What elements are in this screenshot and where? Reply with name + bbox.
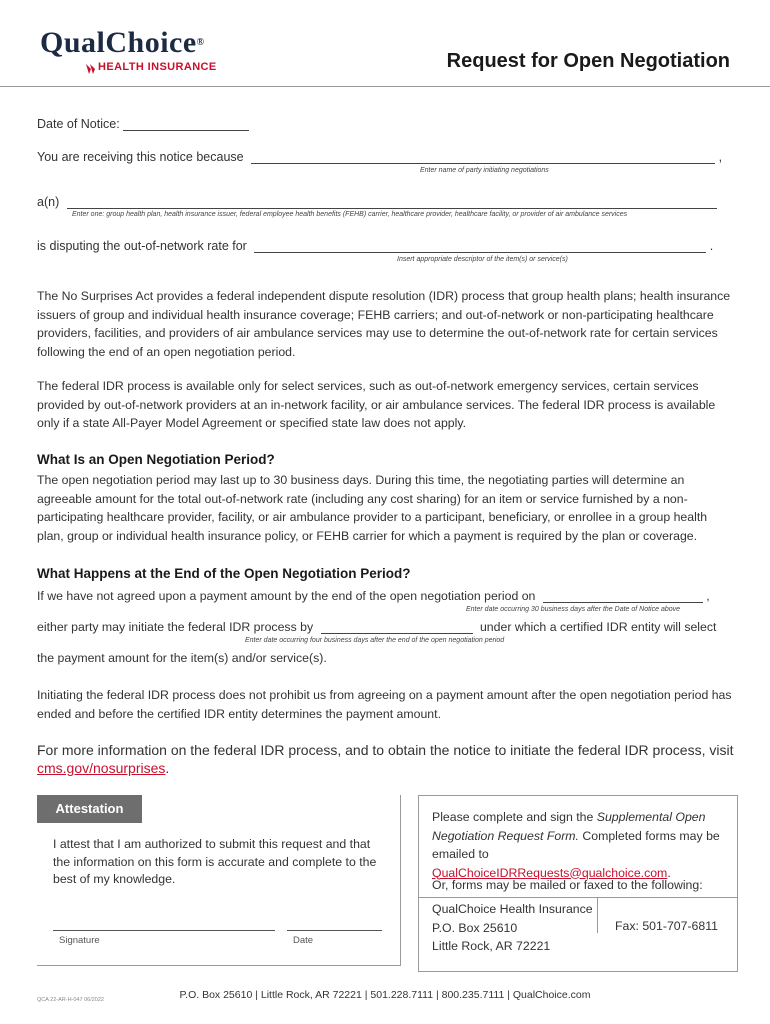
end-line-3: the payment amount for the item(s) and/or service(s).	[37, 651, 327, 665]
idr-requests-email-link[interactable]: QualChoiceIDRRequests@qualchoice.com	[432, 865, 668, 880]
logo-tagline: HEALTH INSURANCE	[98, 61, 217, 73]
attestation-date-label: Date	[293, 935, 314, 946]
negotiation-end-date-hint: Enter date occurring 30 business days after the Date of Notice above	[466, 606, 681, 613]
paragraph-idr-not-prohibit: Initiating the federal IDR process does not prohibit us from agreeing on a payment amount after the open negotiation period has ended and before the certified IDR entity determines the payment amount.	[37, 688, 732, 721]
submission-instructions	[432, 808, 727, 882]
footer-contact: P.O. Box 25610 | Little Rock, AR 72221 | 501.228.7111 | 800.235.7111 | QualChoice.com	[179, 989, 591, 1001]
fax-number: Fax: 501-707-6811	[615, 919, 718, 933]
form-code: QCA 22-AR-H-047 06/2022	[37, 997, 104, 1003]
end-line-2-text-a: either party may initiate the federal IDR process by	[37, 620, 314, 634]
disputing-period: .	[709, 239, 714, 253]
paragraph-idr-availability: The federal IDR process is available only for select services, such as out-of-network emergency services, certain services provided by out-of-network providers at an in-network facility, or air ambulance services. The federal IDR process is available only if a state All-Payer Model Agreement or specified state law does not apply.	[37, 379, 716, 430]
cms-nosurprises-link[interactable]: cms.gov/nosurprises	[37, 760, 166, 776]
disputing-label: is disputing the out-of-network rate for	[37, 239, 247, 253]
initiating-party-field[interactable]	[251, 150, 715, 164]
party-type-label: a(n)	[37, 195, 60, 209]
logo-name: QualChoice	[40, 26, 197, 59]
logo-trademark: ®	[196, 37, 205, 48]
supplemental-form-name: Supplemental Open Negotiation Request Form.	[432, 810, 706, 843]
disputing-row	[37, 239, 713, 253]
heading-open-negotiation-period: What Is an Open Negotiation Period?	[37, 452, 275, 467]
party-type-hint: Enter one: group health plan, health insurance issuer, federal employee health benefits (FEHB) carrier, healthcare provider, healthcare facility, or provider of air ambulance services	[72, 211, 628, 218]
attestation-tab: Attestation	[37, 795, 142, 823]
more-info-paragraph	[37, 741, 737, 777]
date-of-notice-label: Date of Notice:	[37, 117, 120, 131]
end-line-2	[37, 620, 716, 634]
box-divider	[418, 897, 738, 898]
submission-text-c: .	[667, 865, 671, 880]
attestation-date-field[interactable]	[287, 930, 382, 946]
qualchoice-logo	[40, 26, 230, 76]
party-type-row	[37, 195, 717, 209]
item-service-hint: Insert appropriate descriptor of the item(s) or service(s)	[397, 256, 568, 263]
end-line-1-comma: ,	[706, 589, 710, 603]
paragraph-no-surprises-act: The No Surprises Act provides a federal independent dispute resolution (IDR) process that group health plans; health insurance issuers of group and individual health insurance coverage; FEHB carriers; and out-of-network or non-participating healthcare providers, facilities, and providers of air ambulance services may use to determine the out-of-network rate for certain services following the end of an open negotiation period.	[37, 289, 731, 359]
submission-text-b: Completed forms may be emailed to	[432, 828, 720, 861]
address-line-1: QualChoice Health Insurance	[432, 902, 593, 916]
date-of-notice-row	[37, 117, 249, 131]
attestation-statement: I attest that I am authorized to submit this request and that the information on this form is accurate and complete to the best of my knowledge.	[53, 837, 377, 886]
page-title: Request for Open Negotiation	[446, 50, 730, 72]
item-service-field[interactable]	[254, 239, 706, 253]
end-line-1-text: If we have not agreed upon a payment amount by the end of the open negotiation period on	[37, 589, 536, 603]
end-line-1	[37, 589, 710, 603]
idr-initiation-date-hint: Enter date occurring four business days after the end of the open negotiation period	[245, 637, 505, 644]
box-vertical-divider	[597, 898, 598, 933]
end-line-2-text-b: under which a certified IDR entity will select	[479, 620, 717, 634]
heading-end-of-period: What Happens at the End of the Open Negotiation Period?	[37, 566, 411, 581]
mailing-address	[432, 900, 593, 956]
negotiation-end-date-field[interactable]	[543, 589, 703, 603]
date-of-notice-field[interactable]	[123, 117, 249, 131]
receiving-comma: ,	[718, 150, 723, 164]
initiating-party-hint: Enter name of party initiating negotiations	[420, 167, 549, 174]
paragraph-open-negotiation: The open negotiation period may last up to 30 business days. During this time, the negotiating parties will determine an agreeable amount for the total out-of-network rate (including any cost sharing) for an item or service furnished by a non-participating healthcare provider, facility, or air ambulance provider to a participant, beneficiary, or enrollee in a group health plan, group or individual health insurance policy, or FEHB carrier for which a payment is required by the plan or coverage.	[37, 473, 708, 543]
signature-label: Signature	[59, 935, 100, 946]
header-divider	[0, 86, 770, 87]
mail-fax-instructions: Or, forms may be mailed or faxed to the following:	[432, 878, 703, 892]
receiving-row	[37, 150, 722, 164]
party-type-field[interactable]	[67, 195, 717, 209]
more-info-period: .	[165, 760, 170, 776]
idr-initiation-date-field[interactable]	[321, 620, 473, 634]
logo-swoosh-icon	[86, 64, 98, 74]
signature-field[interactable]	[53, 930, 275, 946]
submission-text-a: Please complete and sign the	[432, 810, 594, 824]
address-line-3: Little Rock, AR 72221	[432, 939, 551, 953]
address-line-2: P.O. Box 25610	[432, 920, 518, 935]
receiving-label: You are receiving this notice because	[37, 150, 244, 164]
more-info-text: For more information on the federal IDR process, and to obtain the notice to initiate the federal IDR process, visit	[37, 742, 734, 758]
